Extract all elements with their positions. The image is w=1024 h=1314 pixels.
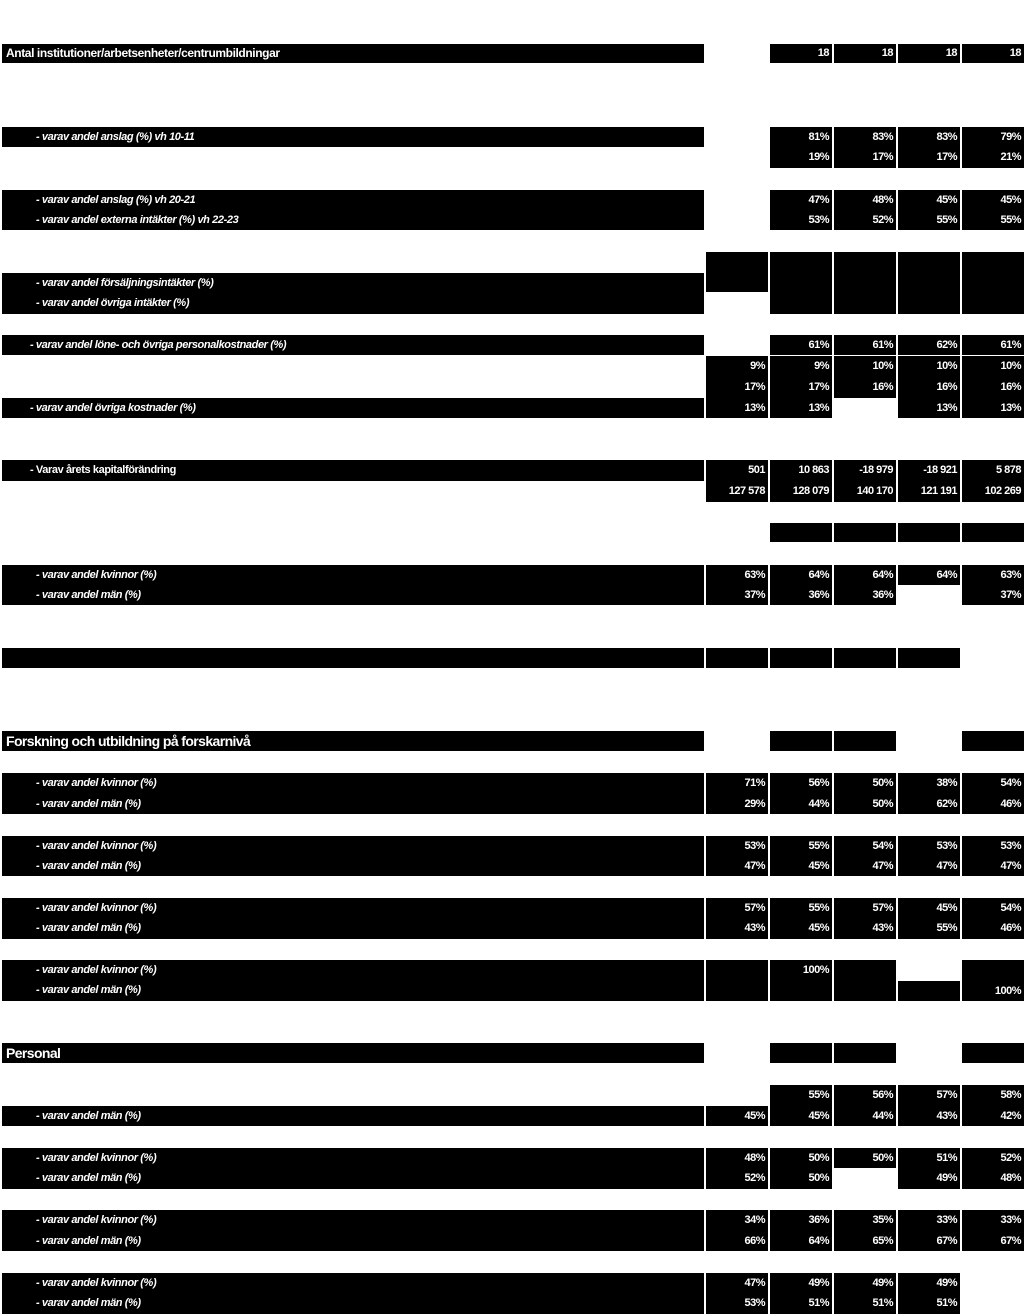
value-cell: 501 <box>706 460 768 481</box>
value-cell: 43% <box>898 1106 960 1126</box>
row-label: - varav andel män (%) <box>2 1231 704 1251</box>
value-cell: 66% <box>706 1231 768 1251</box>
row-label: - varav andel män (%) <box>2 856 704 876</box>
value-cell: 36% <box>834 585 896 605</box>
value-cell: 45% <box>898 898 960 918</box>
value-cell: 55% <box>770 836 832 856</box>
empty-cell <box>834 252 896 314</box>
empty-cell <box>770 648 832 668</box>
value-cell: 48% <box>706 1148 768 1168</box>
value-cell: 36% <box>770 1210 832 1231</box>
value-cell: 10% <box>898 356 960 377</box>
empty-cell <box>770 731 832 751</box>
value-cell: 37% <box>706 585 768 605</box>
value-cell: 44% <box>770 794 832 814</box>
value-cell: 63% <box>962 565 1024 585</box>
value-cell: 140 170 <box>834 481 896 502</box>
value-cell: 18 <box>834 44 896 63</box>
value-cell: 13% <box>706 398 768 418</box>
value-cell: 51% <box>898 1148 960 1168</box>
value-cell: 46% <box>962 794 1024 814</box>
value-cell: 50% <box>834 1148 896 1168</box>
value-cell: 56% <box>834 1085 896 1106</box>
value-cell: 83% <box>834 127 896 147</box>
value-cell: 47% <box>706 1273 768 1293</box>
value-cell: 61% <box>962 335 1024 355</box>
value-cell: 33% <box>962 1210 1024 1231</box>
value-cell: 61% <box>770 335 832 355</box>
empty-cell <box>898 648 960 668</box>
value-cell: 38% <box>898 773 960 794</box>
value-cell: 50% <box>834 773 896 794</box>
value-cell: 17% <box>834 147 896 168</box>
value-cell: 9% <box>706 356 768 377</box>
value-cell: 45% <box>962 190 1024 210</box>
empty-cell <box>770 523 832 542</box>
value-cell: 55% <box>770 1085 832 1106</box>
value-cell: 51% <box>770 1293 832 1314</box>
value-cell: 71% <box>706 773 768 794</box>
value-cell: 52% <box>706 1168 768 1189</box>
value-cell: 64% <box>770 1231 832 1251</box>
value-cell: 21% <box>962 147 1024 168</box>
value-cell: 55% <box>898 210 960 230</box>
value-cell: 50% <box>834 794 896 814</box>
value-cell: 67% <box>962 1231 1024 1251</box>
value-cell: 45% <box>770 1106 832 1126</box>
value-cell: 53% <box>706 836 768 856</box>
value-cell: 58% <box>962 1085 1024 1106</box>
row-label: - varav andel kvinnor (%) <box>2 898 704 918</box>
row-label: - Varav årets kapitalförändring <box>2 460 704 481</box>
value-cell: 19% <box>770 147 832 168</box>
value-cell: 16% <box>834 377 896 398</box>
value-cell: 13% <box>898 398 960 418</box>
value-cell: 44% <box>834 1106 896 1126</box>
row-label: - varav andel kvinnor (%) <box>2 960 704 980</box>
section-heading: Forskning och utbildning på forskarnivå <box>2 731 704 751</box>
row-label: - varav andel anslag (%) vh 20-21 <box>2 190 704 210</box>
value-cell: 17% <box>706 377 768 398</box>
empty-cell <box>770 252 832 314</box>
empty-cell <box>2 648 704 668</box>
value-cell: 62% <box>898 794 960 814</box>
value-cell: 17% <box>770 377 832 398</box>
value-cell: 35% <box>834 1210 896 1231</box>
value-cell: 18 <box>962 44 1024 63</box>
empty-cell <box>706 960 768 1001</box>
value-cell: 10% <box>834 356 896 377</box>
section-heading: Personal <box>2 1043 704 1063</box>
empty-cell <box>898 523 960 542</box>
row-label: - varav andel män (%) <box>2 794 704 814</box>
value-cell: 55% <box>962 210 1024 230</box>
value-cell: 54% <box>834 836 896 856</box>
row-label: - varav andel externa intäkter (%) vh 22-23 <box>2 210 704 230</box>
value-cell: 48% <box>834 190 896 210</box>
row-label: - varav andel övriga intäkter (%) <box>2 293 704 314</box>
empty-cell <box>898 981 960 1001</box>
value-cell: 62% <box>898 335 960 355</box>
row-label: - varav andel anslag (%) vh 10-11 <box>2 127 704 147</box>
value-cell: 33% <box>898 1210 960 1231</box>
empty-cell <box>706 252 768 292</box>
value-cell: 55% <box>898 918 960 939</box>
value-cell: 53% <box>898 836 960 856</box>
row-label: - varav andel kvinnor (%) <box>2 1210 704 1231</box>
value-cell: 45% <box>898 190 960 210</box>
value-cell: 54% <box>962 898 1024 918</box>
row-label: - varav andel män (%) <box>2 585 704 605</box>
value-cell: 49% <box>770 1273 832 1293</box>
value-cell: 54% <box>962 773 1024 794</box>
value-cell: 49% <box>898 1273 960 1293</box>
empty-cell <box>898 252 960 314</box>
row-label: - varav andel män (%) <box>2 1106 704 1126</box>
value-cell: 37% <box>962 585 1024 605</box>
value-cell: 52% <box>962 1148 1024 1168</box>
empty-cell <box>834 523 896 542</box>
value-cell: 13% <box>770 398 832 418</box>
value-cell: 47% <box>962 856 1024 876</box>
row-label: - varav andel män (%) <box>2 1168 704 1189</box>
value-cell: 29% <box>706 794 768 814</box>
value-cell: 55% <box>770 898 832 918</box>
value-cell: 16% <box>898 377 960 398</box>
value-cell: 34% <box>706 1210 768 1231</box>
value-cell: 127 578 <box>706 481 768 502</box>
value-cell: 45% <box>770 918 832 939</box>
value-cell: 79% <box>962 127 1024 147</box>
value-cell: 47% <box>706 856 768 876</box>
value-cell: 18 <box>770 44 832 63</box>
value-cell: 48% <box>962 1168 1024 1189</box>
value-cell: 42% <box>962 1106 1024 1126</box>
value-cell: 50% <box>770 1168 832 1189</box>
value-cell: 43% <box>706 918 768 939</box>
value-cell: 128 079 <box>770 481 832 502</box>
row-label: - varav andel löne- och övriga personalkostnader (%) <box>2 335 704 355</box>
row-label: - varav andel kvinnor (%) <box>2 1273 704 1293</box>
value-cell: 64% <box>770 565 832 585</box>
value-cell: 81% <box>770 127 832 147</box>
empty-cell <box>962 523 1024 542</box>
value-cell: 50% <box>770 1148 832 1168</box>
value-cell: 17% <box>898 147 960 168</box>
value-cell: -18 921 <box>898 460 960 481</box>
row-label: - varav andel övriga kostnader (%) <box>2 398 704 418</box>
value-cell: 36% <box>770 585 832 605</box>
value-cell: 10% <box>962 356 1024 377</box>
value-cell: 57% <box>834 898 896 918</box>
value-cell: 45% <box>706 1106 768 1126</box>
value-cell: 121 191 <box>898 481 960 502</box>
empty-cell <box>770 1043 832 1063</box>
value-cell: 57% <box>898 1085 960 1106</box>
empty-cell <box>962 1043 1024 1063</box>
value-cell: -18 979 <box>834 460 896 481</box>
row-label: - varav andel kvinnor (%) <box>2 1148 704 1168</box>
value-cell: 83% <box>898 127 960 147</box>
row-label: - varav andel män (%) <box>2 918 704 939</box>
row-label: - varav andel män (%) <box>2 980 704 1001</box>
empty-cell <box>962 252 1024 314</box>
value-cell: 65% <box>834 1231 896 1251</box>
value-cell: 51% <box>898 1293 960 1314</box>
empty-cell <box>834 960 896 1001</box>
empty-cell <box>706 648 768 668</box>
value-cell: 51% <box>834 1293 896 1314</box>
empty-cell <box>834 731 896 751</box>
value-cell: 47% <box>770 190 832 210</box>
value-cell: 64% <box>834 565 896 585</box>
row-label: - varav andel kvinnor (%) <box>2 773 704 794</box>
value-cell: 53% <box>706 1293 768 1314</box>
value-cell: 53% <box>962 836 1024 856</box>
value-cell: 47% <box>898 856 960 876</box>
value-cell: 10 863 <box>770 460 832 481</box>
value-cell: 9% <box>770 356 832 377</box>
value-cell: 16% <box>962 377 1024 398</box>
row-label: - varav andel män (%) <box>2 1293 704 1314</box>
value-cell: 52% <box>834 210 896 230</box>
row-label: - varav andel kvinnor (%) <box>2 836 704 856</box>
row-label: - varav andel försäljningsintäkter (%) <box>2 273 704 293</box>
value-cell: 18 <box>898 44 960 63</box>
empty-cell <box>834 1043 896 1063</box>
value-cell: 63% <box>706 565 768 585</box>
value-cell: 49% <box>898 1168 960 1189</box>
value-cell: 43% <box>834 918 896 939</box>
value-cell: 100% <box>962 960 1024 1001</box>
empty-cell <box>962 731 1024 751</box>
value-cell: 53% <box>770 210 832 230</box>
row-label: - varav andel kvinnor (%) <box>2 565 704 585</box>
row-label: Antal institutioner/arbetsenheter/centrumbildningar <box>2 44 704 63</box>
value-cell: 47% <box>834 856 896 876</box>
value-cell: 61% <box>834 335 896 355</box>
empty-cell <box>834 648 896 668</box>
value-cell: 67% <box>898 1231 960 1251</box>
value-cell: 57% <box>706 898 768 918</box>
value-cell: 46% <box>962 918 1024 939</box>
value-cell: 5 878 <box>962 460 1024 481</box>
value-cell: 56% <box>770 773 832 794</box>
value-cell: 49% <box>834 1273 896 1293</box>
value-cell: 13% <box>962 398 1024 418</box>
value-cell: 102 269 <box>962 481 1024 502</box>
value-cell: 45% <box>770 856 832 876</box>
value-cell: 100% <box>770 960 832 1001</box>
value-cell: 64% <box>898 565 960 585</box>
